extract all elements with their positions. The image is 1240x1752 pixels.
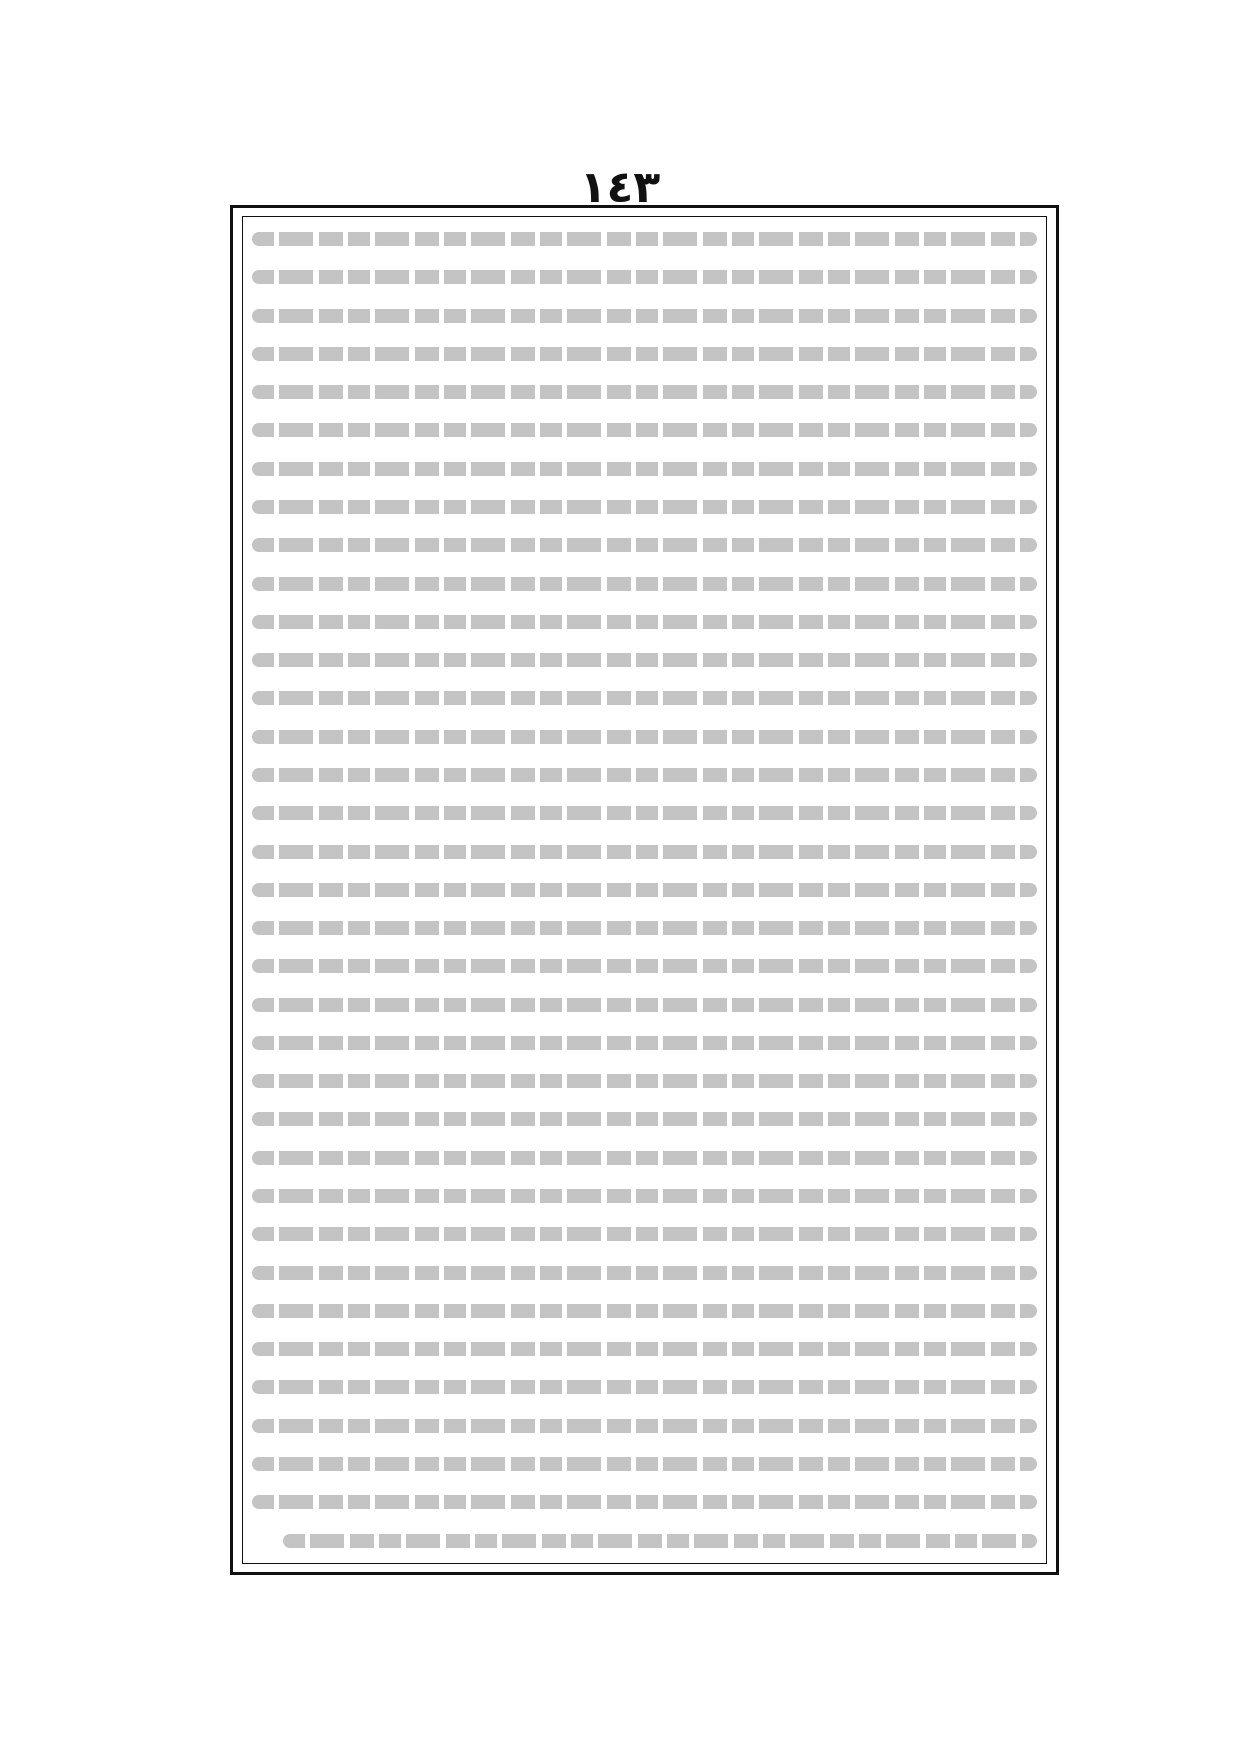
text-line	[252, 341, 1037, 367]
text-line-placeholder	[252, 615, 1037, 629]
text-line	[252, 303, 1037, 329]
text-line	[252, 877, 1037, 903]
text-line-placeholder	[252, 1495, 1037, 1509]
text-line-placeholder	[252, 577, 1037, 591]
text-line-placeholder	[252, 1304, 1037, 1318]
text-line-placeholder	[252, 921, 1037, 935]
text-line	[252, 532, 1037, 558]
text-line-placeholder	[252, 883, 1037, 897]
text-line-placeholder	[252, 385, 1037, 399]
text-line-placeholder	[252, 730, 1037, 744]
text-line-placeholder	[252, 1112, 1037, 1126]
text-line-placeholder	[252, 462, 1037, 476]
text-line-placeholder	[252, 806, 1037, 820]
text-line	[252, 571, 1037, 597]
text-line-placeholder	[252, 309, 1037, 323]
text-line	[252, 1413, 1037, 1439]
text-line	[252, 264, 1037, 290]
text-line-placeholder	[252, 500, 1037, 514]
text-line-placeholder	[252, 423, 1037, 437]
text-line-placeholder	[252, 270, 1037, 284]
text-line	[252, 1106, 1037, 1132]
text-line	[252, 1489, 1037, 1515]
text-line	[252, 839, 1037, 865]
text-line	[252, 1183, 1037, 1209]
text-line-placeholder	[252, 1227, 1037, 1241]
text-line	[252, 1260, 1037, 1286]
text-line-placeholder	[252, 998, 1037, 1012]
text-line-placeholder	[252, 1036, 1037, 1050]
text-line	[252, 762, 1037, 788]
text-line-placeholder	[252, 1074, 1037, 1088]
text-line	[252, 1145, 1037, 1171]
text-line-placeholder	[252, 1266, 1037, 1280]
text-line-placeholder	[252, 1457, 1037, 1471]
text-line-placeholder	[252, 691, 1037, 705]
text-line	[252, 1221, 1037, 1247]
text-line	[252, 609, 1037, 635]
text-line	[252, 1374, 1037, 1400]
text-line	[252, 1068, 1037, 1094]
text-line-placeholder	[283, 1534, 1037, 1548]
text-line-placeholder	[252, 1151, 1037, 1165]
text-line-placeholder	[252, 1342, 1037, 1356]
page-number: ١٤٣	[579, 162, 661, 213]
text-line	[252, 647, 1037, 673]
text-line-placeholder	[252, 232, 1037, 246]
text-line	[252, 992, 1037, 1018]
text-line-placeholder	[252, 768, 1037, 782]
text-line-placeholder	[252, 653, 1037, 667]
text-line	[252, 379, 1037, 405]
text-line	[252, 1030, 1037, 1056]
text-line-placeholder	[252, 959, 1037, 973]
text-line	[252, 226, 1037, 252]
text-line	[252, 494, 1037, 520]
text-line-placeholder	[252, 347, 1037, 361]
text-line	[252, 800, 1037, 826]
text-line	[252, 1528, 1037, 1554]
text-line-placeholder	[252, 1419, 1037, 1433]
text-line	[252, 953, 1037, 979]
text-line	[252, 456, 1037, 482]
text-line-placeholder	[252, 538, 1037, 552]
text-line	[252, 417, 1037, 443]
text-line-placeholder	[252, 845, 1037, 859]
text-line-placeholder	[252, 1189, 1037, 1203]
text-line	[252, 1451, 1037, 1477]
body-text-block	[252, 226, 1037, 1554]
text-line-placeholder	[252, 1380, 1037, 1394]
text-line	[252, 724, 1037, 750]
text-line	[252, 1298, 1037, 1324]
text-line	[252, 685, 1037, 711]
text-line	[252, 1336, 1037, 1362]
text-line	[252, 915, 1037, 941]
